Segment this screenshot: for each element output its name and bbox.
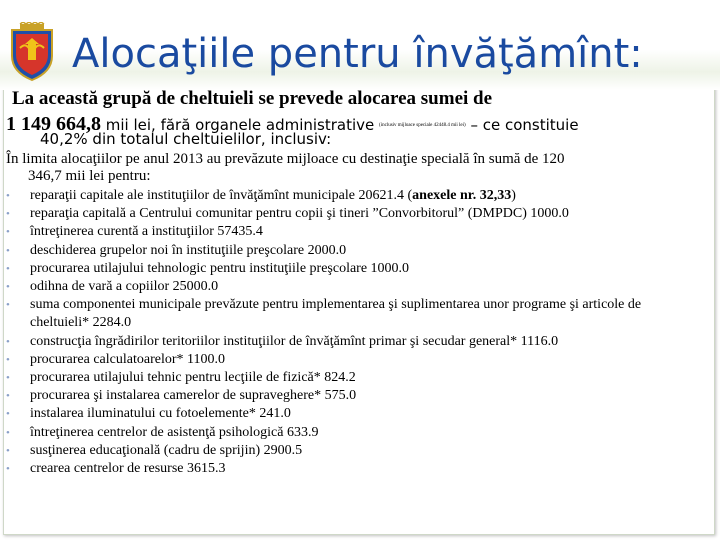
list-item-text: procurarea şi instalarea camerelor de supraveghere* 575.0 xyxy=(30,388,357,404)
bullet-icon: • xyxy=(6,426,10,439)
list-item-text: procurarea calculatoarelor* 1100.0 xyxy=(30,351,225,367)
limits-paragraph xyxy=(6,151,696,185)
list-item xyxy=(6,387,696,405)
intro-line-1: La această grupă de cheltuieli se prevede alocarea sumei de xyxy=(12,88,493,109)
list-item xyxy=(6,187,696,205)
list-item xyxy=(6,242,696,260)
amount-unit: mii lei, fără organele administrative xyxy=(101,116,380,134)
list-item xyxy=(6,296,696,332)
bullet-icon: • xyxy=(6,190,10,202)
amount-value: 1 149 664,8 xyxy=(6,113,101,135)
list-item-text: deschiderea grupelor noi în instituţiile preşcolare 2000.0 xyxy=(30,242,347,258)
list-item-text: întreţinerea centrelor de asistenţă psihologică 633.9 xyxy=(30,424,319,440)
list-item xyxy=(6,460,696,478)
coat-of-arms-icon xyxy=(6,22,58,82)
bullet-icon: • xyxy=(6,372,10,385)
list-item xyxy=(6,405,696,423)
list-item xyxy=(6,205,696,223)
list-item-text: suma componentei municipale prevăzute pentru implementarea şi suplimentarea unor programe şi articole de cheltuieli* 2284.0 xyxy=(30,297,642,331)
bullet-icon: • xyxy=(6,281,10,294)
amount-note: (inclusiv mijloace speciale 42448.4 mii lei) xyxy=(379,123,466,129)
bullet-icon: • xyxy=(6,226,10,239)
list-item xyxy=(6,333,696,351)
list-item-text: întreţinerea curentă a instituţiilor 57435.4 xyxy=(30,224,263,240)
list-item xyxy=(6,369,696,387)
bullet-icon: • xyxy=(6,208,10,221)
bullet-icon: • xyxy=(6,299,10,312)
bullet-icon: • xyxy=(6,244,10,257)
list-item-text: odihna de vară a copiilor 25000.0 xyxy=(30,279,219,295)
intro-line-3: 40,2% din totalul cheltuielilor, inclusiv: xyxy=(40,130,332,148)
list-item xyxy=(6,260,696,278)
bullet-icon: • xyxy=(6,408,10,421)
list-item-text: susţinerea educaţională (cadru de sprijin) 2900.5 xyxy=(30,442,303,458)
list-item-annex-ref: anexele nr. 32,33 xyxy=(412,188,512,203)
limits-line-1: În limita alocaţiilor pe anul 2013 au prevăzute mijloace cu destinaţie specială în sumă de 120 xyxy=(6,151,565,167)
bullet-icon: • xyxy=(6,262,10,275)
amount-tail: – ce constituie xyxy=(465,116,579,134)
list-item-text: crearea centrelor de resurse 3615.3 xyxy=(30,461,226,477)
list-item-text: construcţia îngrădirilor teritoriilor instituţiilor de învăţămînt primar şi secudar general* 1116.0 xyxy=(30,333,559,349)
allocation-list xyxy=(6,187,696,478)
list-item xyxy=(6,424,696,442)
bullet-icon: • xyxy=(6,353,10,366)
limits-line-2: 346,7 mii lei pentru: xyxy=(28,168,151,184)
bullet-icon: • xyxy=(6,335,10,348)
bullet-icon: • xyxy=(6,463,10,476)
list-item xyxy=(6,351,696,369)
bullet-icon: • xyxy=(6,444,10,457)
list-item-text: instalarea iluminatului cu fotoelemente* 241.0 xyxy=(30,406,291,422)
list-item xyxy=(6,278,696,296)
slide-title: Alocaţiile pentru învăţămînt: xyxy=(72,31,643,77)
list-item xyxy=(6,223,696,241)
list-item-text: procurarea utilajului tehnic pentru lecţiile de fizică* 824.2 xyxy=(30,370,356,386)
list-item-text: procurarea utilajului tehnologic pentru instituţiile preşcolare 1000.0 xyxy=(30,260,410,276)
bullet-icon: • xyxy=(6,390,10,403)
list-item-text: reparaţii capitale ale instituţiilor de învăţămînt municipale 20621.4 ( xyxy=(30,188,413,203)
list-item-text: reparaţia capitală a Centrului comunitar pentru copii şi tineri ”Convorbitorul” (DMPDC) 1000.0 xyxy=(30,206,569,222)
list-item-tail: ) xyxy=(511,188,516,203)
list-item xyxy=(6,442,696,460)
